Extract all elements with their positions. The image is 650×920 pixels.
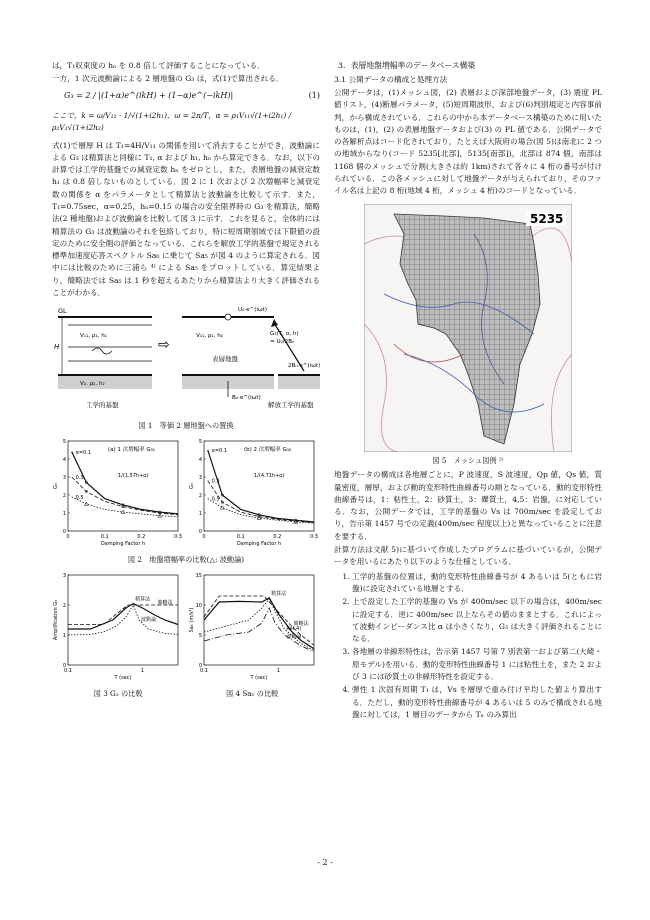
y-tick-label: 0 bbox=[62, 529, 66, 536]
y-tick-label: 5 bbox=[198, 632, 202, 639]
list-item: 3. 各地層の非線形特性は，告示第 1457 号第 7 別表第一および第二(大崎・原モデル)を用いる．動的変形特性曲線番号 1 には粘性土を，また 2 および 3 には砂質土の非線形特性を設定する． bbox=[352, 646, 602, 683]
equation-definitions: ここで，k = ω/V₁₁ · 1/√(1+i2h₁)，ω = 2π/T，α = ρ₁V₁₁√(1+i2h₁) / ρ₂V₂√(1+i2h₂) bbox=[52, 110, 292, 132]
paragraph-body: 式(1)で層厚 H は T₁=4H/V₁₁ の関係を用いて消去することができ，波動論による G₃ は精算法と同様に T₁, α および h₁, hₙ から算定できる．なお，以下の計算では工学的基盤での減衰定数 hₙ をゼロとし，また，表層地盤の減衰定数 h₁ は 0.8 倍しないものとしている．図 2 に 1 次および 2 次増幅率と減衰定数の関係を α をパラメータとして精算法と波動論を比較して示す．また，T₁=0.75sec，α=0.25，hₙ=0.15 の場合の安全限界時の G₃ を精算法，簡略法(2 種地盤)および波動論を比較して図 3 に示す．これを見ると，全体的には精算法の G₃ は波動論のそれを包絡しており，特に短周期領域では下限値の設定のために安全側の評価となっている．これらを解放工学的基盤で規定される標準加速度応答スペクトル Sa₀ に乗じて Sa₅ が図 4 のように算定される．図中には比較のために三浦ら ⁴⁾ による Sa₅ をプロットしている．算定結果より，簡略法では Sa₅ は 1 秒を超えるあたりから精算法より大きく評価されることがわかる． bbox=[52, 140, 320, 298]
series-label: 簡略法 bbox=[157, 599, 173, 606]
y-tick-label: 15 bbox=[195, 572, 202, 579]
left-column bbox=[52, 60, 320, 702]
y-tick-label: 0 bbox=[198, 662, 202, 669]
paragraph-intro: は，T₁収束度の hₙ を 0.8 倍して評価することになっている． bbox=[52, 61, 265, 70]
series-label: 0.3 bbox=[211, 478, 220, 485]
y-tick-label: 10 bbox=[195, 602, 202, 609]
list-item: 2. 上で設定した工学的基盤の Vs が 400m/sec 以下の場合は，400m/sec に設定する．逆に 400m/sec 以上ならその値のままとする．これによって波動インピーダンス比 α は小さくなり，G₃ は大きく評価されることになる． bbox=[352, 596, 602, 645]
x-tick-label: 0.1 bbox=[100, 534, 109, 541]
x-axis-label: Damping Factor h bbox=[236, 541, 282, 548]
x-axis-label: T (sec) bbox=[114, 674, 132, 681]
series-line bbox=[208, 450, 314, 522]
chart-annotation: 1/(1.57h+α) bbox=[118, 473, 149, 480]
y-tick-label: 2 bbox=[62, 493, 66, 500]
series-label: 0.3 bbox=[75, 475, 84, 482]
equation-1-body: G₃ = 2 / |(1+α)e^(ikH) + (1−α)e^(−ikH)| bbox=[64, 90, 234, 100]
y-tick-label: 5 bbox=[62, 439, 66, 446]
series-label: Ref 4) bbox=[286, 625, 302, 632]
y-tick-label: 5 bbox=[198, 439, 202, 446]
equation-1-number: (1) bbox=[308, 90, 320, 100]
y-tick-label: 2 bbox=[198, 493, 202, 500]
series-label: 精算法 bbox=[135, 596, 151, 603]
x-tick-label: 1 bbox=[140, 667, 145, 674]
y-tick-label: 3 bbox=[198, 475, 202, 482]
series-line bbox=[68, 603, 178, 629]
series-label: 波動論 bbox=[141, 616, 157, 623]
figure-2a-chart bbox=[52, 435, 184, 553]
paragraph-public-data: 公開データは，(1)メッシュ図，(2) 表層および深部地盤データ，(3) 震度 PL 値リスト，(4)断層パラメータ，(5)短周期波形，および(6)判別規定と内容事前判，から構成されている．これらの中から本データベース構築のために用いたものは，(1)，(2) の表層地盤データおよび(3) の PL 値である．公開データでの各解析点はコード化されており，たとえば大阪府の場合(図 5)は南北に 2 つの地域からなり(コード 5235[北部]，5135[南部])，北部は 874 個，南部は 1168 個のメッシュで分割(大きさは約 1km)されて各々に 4 桁の番号が付けられている．この各メッシュに対して地盤データが与えられており，そのファイル名は上記の 8 桁(地域 4 桁，メッシュ 4 桁)のコードとなっている． bbox=[334, 87, 602, 196]
series-line bbox=[208, 478, 314, 523]
y-tick-label: 4 bbox=[198, 457, 202, 464]
y-tick-label: 0 bbox=[62, 662, 66, 669]
y-axis-label: Amplification G₃ bbox=[53, 599, 59, 640]
chart-title: (b) 2 次増幅率 G₃₂ bbox=[244, 447, 292, 454]
list-item: 1. 工学的基盤の位置は，動的変形特性曲線番号が 4 あるいは 5(ともに岩盤)に設定されている地層とする． bbox=[352, 571, 602, 596]
fig1-layer2-label: V₂, ρ₂, h₂ bbox=[80, 381, 105, 388]
series-label: 波動論 bbox=[286, 633, 302, 640]
plot-frame bbox=[204, 441, 314, 531]
fig1-wave2-label: 2Bₙ·e^(iωt) bbox=[288, 363, 320, 370]
plot-frame bbox=[204, 575, 314, 665]
fig1-base-left-label: 工学的基盤 bbox=[86, 401, 119, 410]
y-tick-label: 3 bbox=[62, 572, 66, 579]
series-label: 0.5 bbox=[211, 496, 220, 503]
page-number: - 2 - bbox=[317, 858, 333, 867]
map-code-label: 5235 bbox=[530, 211, 564, 226]
figure-2b-chart bbox=[188, 435, 320, 553]
chart-annotation: 1/(4.71h+α) bbox=[254, 473, 285, 480]
y-tick-label: 3 bbox=[62, 475, 66, 482]
series-label: 精算法 bbox=[271, 590, 287, 597]
fig1-surface-label: 表層地盤 bbox=[212, 355, 238, 364]
fig1-h-label: H bbox=[54, 343, 60, 352]
figure-4-caption: 図 4 Sa₅ の比較 bbox=[225, 688, 279, 698]
figure-5-caption: 図 5 メッシュ図例 ²⁾ bbox=[432, 455, 504, 465]
section-3-heading: 3．表層地盤増幅率のデータベース構築 bbox=[338, 61, 476, 70]
series-line bbox=[68, 605, 178, 635]
list-item: 4. 弾性 1 次固有周期 T₁ は，Vs を層厚で重み付け平均した値より算出する．ただし，動的変形特性曲線番号が 4 あるいは 5 のみで構成される地盤に対しては，1 層目のデータから Tₙ のみ算出 bbox=[352, 684, 602, 721]
fig1-transfer-label: G₃(T, α, h) bbox=[270, 331, 299, 338]
x-tick-label: 0.2 bbox=[273, 534, 282, 541]
x-axis-label: Damping Factor h bbox=[100, 541, 146, 548]
y-tick-label: 1 bbox=[62, 511, 66, 518]
figure-1-caption: 図 1 等価 2 層地盤への置換 bbox=[138, 421, 234, 431]
series-line bbox=[68, 605, 178, 625]
fig1-base-right-label: 解放工学的基盤 bbox=[268, 401, 314, 410]
x-axis-label: T (sec) bbox=[250, 674, 268, 681]
figure-2-caption: 図 2 地盤増幅率の比較(△: 波動論) bbox=[127, 555, 245, 565]
x-tick-label: 0.3 bbox=[174, 534, 182, 541]
figure-2-row bbox=[52, 435, 320, 553]
x-tick-label: 0.2 bbox=[137, 534, 146, 541]
x-tick-label: 0.1 bbox=[200, 667, 208, 674]
series-label: α=0.1 bbox=[211, 448, 228, 455]
series-label: 0.5 bbox=[75, 494, 84, 501]
fig1-layer1-label: V₁₁, ρ₁, h₁ bbox=[80, 333, 108, 340]
y-axis-label: G₃ bbox=[53, 483, 59, 489]
mesh-map-figure bbox=[364, 204, 572, 452]
x-tick-label: 0.1 bbox=[236, 534, 245, 541]
fig1-base-layer bbox=[58, 375, 152, 389]
fig1-arrow: ⇨ bbox=[158, 337, 170, 354]
fig1-gl-label: GL bbox=[58, 307, 67, 316]
fig1-base-wave-label: Bₙ·e^(iωt) bbox=[232, 395, 261, 402]
spec-list bbox=[334, 571, 602, 722]
fig1-transfer2-label: = U₀/2Bₙ bbox=[270, 339, 295, 346]
plot-frame bbox=[68, 575, 178, 665]
fig1-layer1-label-right: V₁₁, ρ₁, h₁ bbox=[196, 333, 224, 340]
section-3-1-heading: 3.1 公開データの構成と処理方法 bbox=[334, 74, 448, 84]
x-tick-label: 0.1 bbox=[64, 667, 72, 674]
figure-3-chart bbox=[52, 569, 184, 687]
y-tick-label: 2 bbox=[62, 602, 66, 609]
x-tick-label: 1 bbox=[276, 667, 281, 674]
paragraph-calc-method: 計算方法は文献 5)に基づいて作成したプログラムに基づいているが，公開データを用いるにあたり以下のような仕様としている． bbox=[334, 545, 602, 567]
paragraph-method: 一方，1 次元波動論による 2 層地盤の G₃ は，式(1)で算出される． bbox=[52, 74, 284, 84]
y-axis-label: G₃ bbox=[189, 483, 195, 489]
chart-title: (a) 1 次増幅率 G₃₁ bbox=[108, 447, 156, 454]
y-tick-label: 1 bbox=[198, 511, 202, 518]
figure-1-diagram bbox=[52, 301, 320, 419]
y-tick-label: 1 bbox=[62, 632, 66, 639]
figure-4-chart bbox=[188, 569, 320, 687]
x-tick-label: 0 bbox=[202, 534, 206, 541]
x-tick-label: 0.3 bbox=[310, 534, 318, 541]
y-axis-label: Sa₅ (m/s²) bbox=[189, 607, 195, 633]
series-label: 簡略法 bbox=[293, 620, 309, 627]
equation-1 bbox=[52, 87, 320, 108]
series-label: α=0.1 bbox=[75, 449, 92, 456]
y-tick-label: 4 bbox=[62, 457, 66, 464]
fig1-top-wave-label: U₀·e^(iωt) bbox=[238, 307, 268, 314]
y-tick-label: 0 bbox=[198, 529, 202, 536]
right-column bbox=[334, 60, 602, 722]
x-tick-label: 0 bbox=[66, 534, 70, 541]
paragraph-ground-data: 地盤データの構成は各地層ごとに，P 波速度，S 波速度，Qp 値，Qs 値，質量密度，層厚，および動的変形特性曲線番号の順となっている．動的変形特性曲線番号は，1：粘性土，2：砂質土，3：礫質土，4,5：岩盤，に対応している．なお，公開データでは，工学的基盤の Vs は 700m/sec を設定しており，告示第 1457 号での定義(400m/sec 程度以上)と異なっていることに注意を要する． bbox=[334, 470, 602, 541]
figure-3-4-row bbox=[52, 569, 320, 687]
figure-3-caption: 図 3 G₃ の比較 bbox=[93, 688, 143, 698]
